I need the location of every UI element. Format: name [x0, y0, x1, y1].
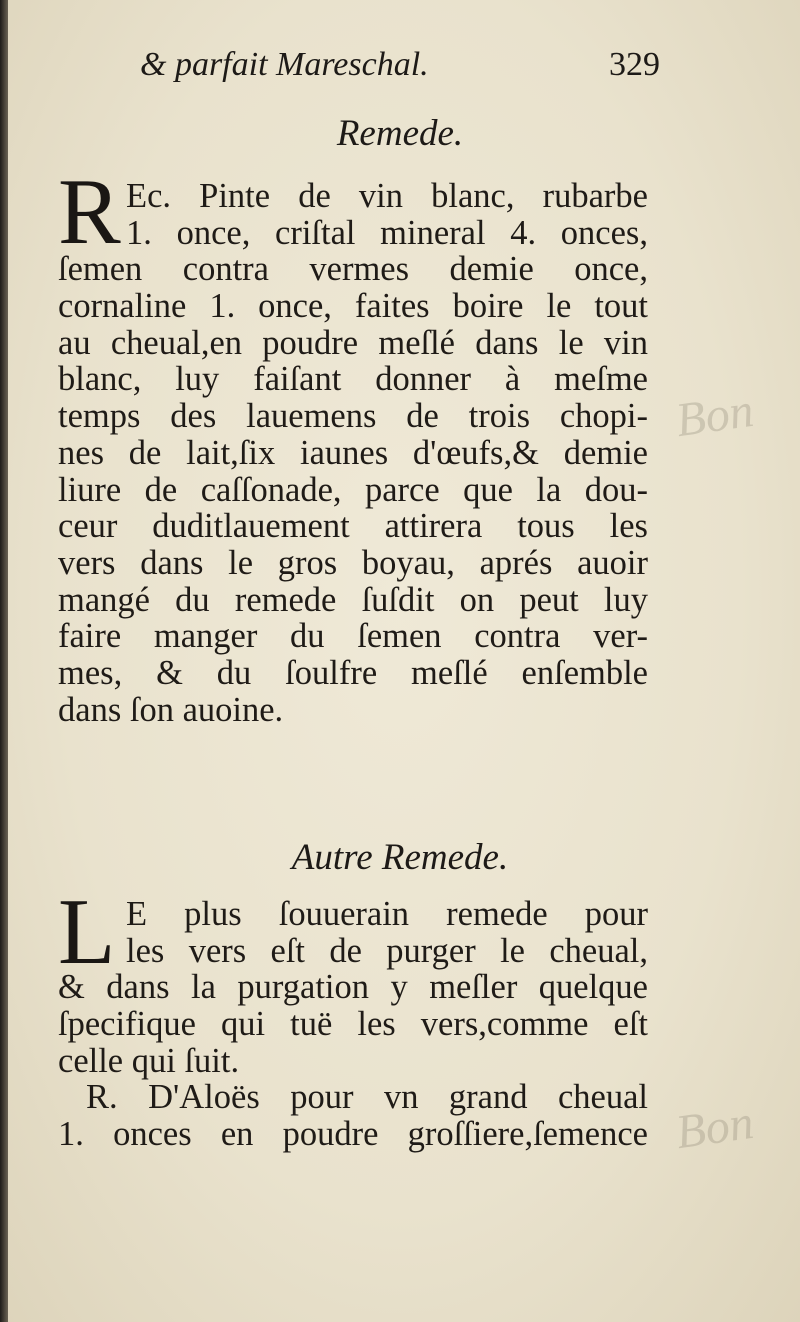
running-header — [140, 46, 660, 96]
margin-annotation: Bon — [672, 383, 757, 448]
section-heading-autre-remede: Autre Remede. — [291, 837, 509, 878]
text-line: les vers eſt de purger le cheual, — [126, 931, 648, 970]
text-line: nes de lait,ſix iaunes d'œufs,& demie — [58, 433, 648, 472]
text-line: liure de caſſonade, parce que la dou- — [58, 470, 648, 509]
page-spine-edge — [0, 0, 8, 1322]
section-heading-remede: Remede. — [336, 113, 464, 154]
text-line: vers dans le gros boyau, aprés auoir — [58, 543, 648, 582]
text-line: mangé du remede ſuſdit on peut luy — [58, 580, 648, 619]
text-line: ceur duditlauement attirera tous les — [58, 507, 648, 546]
running-title: & parfait Mareschal. — [140, 46, 429, 83]
text-line: temps des lauemens de trois chopi- — [58, 397, 648, 436]
text-line: au cheual,en poudre meſlé dans le vin — [58, 323, 648, 362]
paragraph-remede — [58, 178, 648, 728]
text-line: Ec. Pinte de vin blanc, rubarbe — [126, 177, 648, 215]
text-line: cornaline 1. once, faites boire le tout — [58, 287, 648, 326]
text-line: ſpecifique qui tuë les vers,comme eſt — [58, 1005, 648, 1044]
drop-cap-l: L — [58, 880, 116, 984]
text-line: blanc, luy faiſant donner à meſme — [58, 360, 648, 399]
text-line: ſemen contra vermes demie once, — [58, 250, 648, 289]
text-line: mes, & du ſoulfre meſlé enſemble — [58, 653, 648, 692]
drop-cap-r: R — [58, 160, 121, 264]
text-line: 1. onces en poudre groſſiere,ſemence — [58, 1115, 648, 1154]
margin-annotation: Bon — [672, 1095, 757, 1160]
text-line: R. D'Aloës pour vn grand cheual — [86, 1078, 648, 1117]
text-line: & dans la purgation y meſler quelque — [58, 968, 648, 1007]
text-line: faire manger du ſemen contra ver- — [58, 617, 648, 656]
text-line: E plus ſouuerain remede pour — [126, 895, 648, 933]
text-line: 1. once, criſtal mineral 4. onces, — [126, 213, 648, 252]
text-line: dans ſon auoine. — [58, 690, 284, 729]
page-number: 329 — [609, 46, 660, 83]
text-line: celle qui ſuit. — [58, 1041, 240, 1080]
paragraph-autre-remede — [58, 896, 648, 1153]
